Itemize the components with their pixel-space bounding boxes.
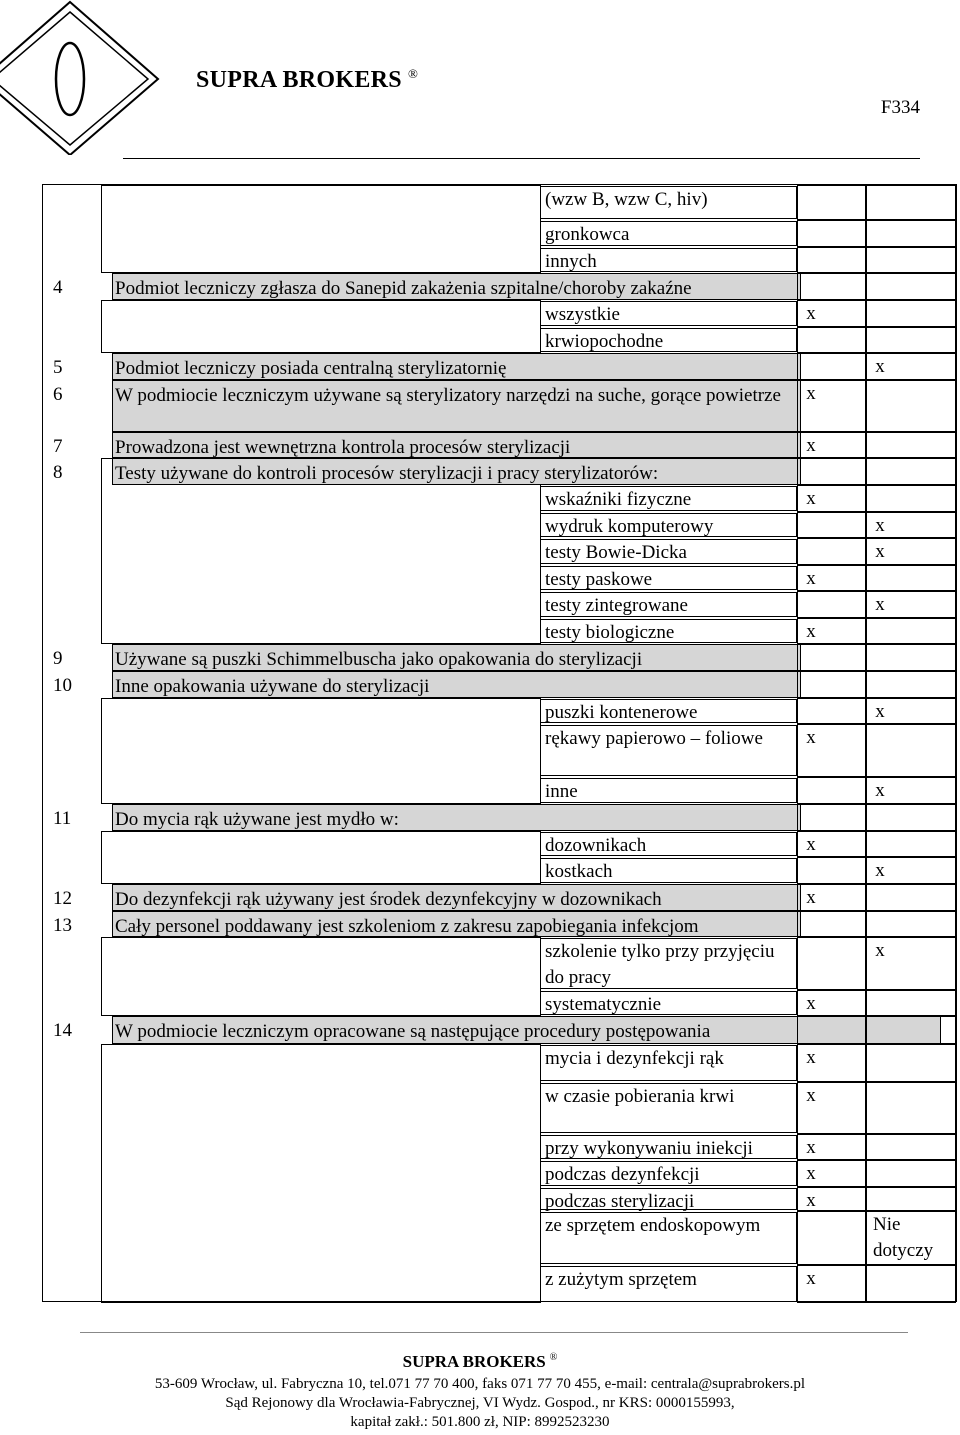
- option-text: testy zintegrowane: [541, 592, 797, 617]
- tak-cell: [797, 220, 866, 247]
- table-row: [43, 1134, 956, 1160]
- table-row: [43, 1044, 956, 1082]
- nie-cell: [866, 1187, 956, 1211]
- tak-cell: [797, 1211, 866, 1265]
- nie-cell: [866, 1134, 956, 1160]
- row-number: 7: [53, 436, 63, 457]
- nie-cell: [866, 884, 956, 911]
- nie-cell: [866, 990, 956, 1016]
- check-mark-tak: x: [806, 834, 816, 855]
- option-text: testy Bowie-Dicka: [541, 539, 797, 564]
- tak-cell: [797, 273, 866, 300]
- check-mark-tak: x: [806, 1137, 816, 1158]
- question-text: Testy używane do kontroli procesów sterylizacji i pracy sterylizatorów:: [112, 458, 801, 485]
- tak-cell: [797, 937, 866, 990]
- option-text: krwiopochodne: [541, 328, 797, 352]
- check-mark-tak: x: [806, 1163, 816, 1184]
- tak-cell: [797, 458, 866, 485]
- option-text: wszystkie: [541, 301, 797, 326]
- nie-cell: [866, 185, 956, 220]
- table-row: [43, 327, 956, 353]
- option-text: podczas dezynfekcji: [541, 1161, 797, 1186]
- check-mark-tak: x: [806, 621, 816, 642]
- check-mark-tak: x: [806, 727, 816, 748]
- page-footer: [0, 1320, 960, 1435]
- check-mark-nie: x: [875, 940, 885, 961]
- table-row: [43, 831, 956, 857]
- nie-cell: [866, 273, 956, 300]
- check-mark-nie: x: [875, 701, 885, 722]
- tak-cell: [797, 911, 866, 937]
- check-mark-tak: x: [806, 1190, 816, 1211]
- nie-cell: [866, 724, 956, 777]
- tak-cell: [797, 671, 866, 698]
- check-mark-tak: x: [806, 435, 816, 456]
- tak-cell: [797, 512, 866, 538]
- footer-court: Sąd Rejonowy dla Wrocławia-Fabrycznej, VI Wydz. Gospod., nr KRS: 0000155993,: [225, 1395, 735, 1411]
- option-text: testy paskowe: [541, 566, 797, 590]
- tak-cell: [797, 644, 866, 671]
- option-text: podczas sterylizacji: [541, 1188, 797, 1210]
- nie-cell: [866, 220, 956, 247]
- table-row: [43, 990, 956, 1016]
- option-text: rękawy papierowo – foliowe: [541, 725, 797, 776]
- nie-cell: [866, 618, 956, 644]
- nie-cell: [866, 432, 956, 458]
- row-number: 13: [53, 915, 72, 936]
- nie-cell: [866, 327, 956, 353]
- nie-cell: [866, 1160, 956, 1187]
- table-row: [43, 485, 956, 512]
- option-text: systematycznie: [541, 991, 797, 1015]
- nie-cell: [866, 247, 956, 273]
- option-text: inne: [541, 778, 797, 803]
- tak-cell: [797, 247, 866, 273]
- table-row: [43, 591, 956, 618]
- question-text: Inne opakowania używane do sterylizacji: [112, 671, 801, 698]
- nie-cell: [866, 1082, 956, 1134]
- check-mark-tak: x: [806, 488, 816, 509]
- row-number: 11: [53, 808, 72, 829]
- table-row: [43, 353, 956, 380]
- question-text: Używane są puszki Schimmelbuscha jako opakowania do sterylizacji: [112, 644, 801, 671]
- check-mark-tak: x: [806, 568, 816, 589]
- tak-cell: [797, 538, 866, 565]
- table-row: [43, 698, 956, 724]
- row-number: 8: [53, 462, 63, 483]
- option-text: dozownikach: [541, 832, 797, 856]
- option-text: gronkowca: [541, 221, 797, 246]
- row-number: 6: [53, 384, 63, 405]
- option-text: szkolenie tylko przy przyjęciu do pracy: [541, 938, 797, 989]
- footer-capital: kapitał zakł.: 501.800 zł, NIP: 8992523230: [350, 1414, 610, 1430]
- question-text: Prowadzona jest wewnętrzna kontrola procesów sterylizacji: [112, 432, 801, 458]
- table-row: [43, 618, 956, 644]
- nie-cell: [866, 1265, 956, 1303]
- table-row: [43, 273, 956, 300]
- nie-cell: [866, 485, 956, 512]
- check-mark-tak: x: [806, 303, 816, 324]
- question-text: Cały personel poddawany jest szkoleniom z zakresu zapobiegania infekcjom: [112, 911, 801, 937]
- table-row: [43, 937, 956, 990]
- supra-brokers-logo-icon: [0, 0, 190, 155]
- table-row: [43, 857, 956, 884]
- question-text: Podmiot leczniczy zgłasza do Sanepid zakażenia szpitalne/choroby zakaźne: [112, 273, 801, 300]
- question-text: Podmiot leczniczy posiada centralną sterylizatornię: [112, 353, 801, 380]
- tak-cell: [797, 777, 866, 804]
- option-text: kostkach: [541, 858, 797, 883]
- check-mark-nie: x: [875, 541, 885, 562]
- option-text: (wzw B, wzw C, hiv): [541, 186, 797, 219]
- tak-cell: [797, 327, 866, 353]
- table-row: [43, 777, 956, 804]
- footer-divider: [80, 1332, 908, 1333]
- table-row: [43, 1160, 956, 1187]
- check-mark-tak: x: [806, 1047, 816, 1068]
- check-mark-tak: x: [806, 1268, 816, 1289]
- page-header: [0, 0, 960, 165]
- nie-cell: [866, 380, 956, 432]
- row-number: 4: [53, 277, 63, 298]
- option-text: wydruk komputerowy: [541, 513, 797, 537]
- tak-cell: [797, 804, 866, 831]
- nie-cell: [866, 911, 956, 937]
- row-number: 12: [53, 888, 72, 909]
- table-row: [43, 1082, 956, 1134]
- row-number: 14: [53, 1020, 72, 1041]
- question-text: Do mycia rąk używane jest mydło w:: [112, 804, 801, 831]
- table-row: [43, 380, 956, 432]
- check-mark-tak: x: [806, 887, 816, 908]
- table-row: [43, 884, 956, 911]
- tak-cell: [797, 857, 866, 884]
- question-text: Do dezynfekcji rąk używany jest środek dezynfekcyjny w dozownikach: [112, 884, 801, 911]
- nie-cell: [866, 1016, 956, 1044]
- table-row: [43, 300, 956, 327]
- table-row: [43, 565, 956, 591]
- row-number: 5: [53, 357, 63, 378]
- option-text: z zużytym sprzętem: [541, 1266, 797, 1302]
- tak-cell: [797, 1016, 866, 1044]
- row-number: 9: [53, 648, 63, 669]
- not-applicable-label: Nie dotyczy: [873, 1214, 934, 1261]
- form-code: F334: [880, 97, 920, 118]
- table-row: [43, 512, 956, 538]
- nie-cell: [866, 671, 956, 698]
- tak-cell: [797, 353, 866, 380]
- check-mark-tak: x: [806, 1085, 816, 1106]
- table-row: [43, 220, 956, 247]
- brand-name: SUPRA BROKERS ®: [196, 66, 419, 93]
- table-row: [43, 538, 956, 565]
- table-row: [43, 1265, 956, 1303]
- nie-cell: [866, 565, 956, 591]
- nie-cell: [866, 1044, 956, 1082]
- nie-cell: [866, 831, 956, 857]
- nie-cell: [866, 644, 956, 671]
- option-text: innych: [541, 248, 797, 272]
- table-row: [43, 671, 956, 698]
- question-text: W podmiocie leczniczym opracowane są następujące procedury postępowania: [112, 1016, 941, 1044]
- table-row: [43, 644, 956, 671]
- tak-cell: [797, 185, 866, 220]
- option-text: testy biologiczne: [541, 619, 797, 643]
- question-text: W podmiocie leczniczym używane są sterylizatory narzędzi na suche, gorące powietrze: [112, 380, 801, 432]
- table-row: [43, 911, 956, 937]
- footer-brand: SUPRA BROKERS ®: [402, 1352, 558, 1371]
- check-mark-tak: x: [806, 383, 816, 404]
- check-mark-nie: x: [875, 356, 885, 377]
- tak-cell: [797, 698, 866, 724]
- option-text: puszki kontenerowe: [541, 699, 797, 723]
- option-text: w czasie pobierania krwi: [541, 1083, 797, 1133]
- table-row: [43, 1187, 956, 1211]
- footer-address: 53-609 Wrocław, ul. Fabryczna 10, tel.071 77 70 400, faks 071 77 70 455, e-mail: centrala@suprabrokers.pl: [154, 1376, 806, 1392]
- tak-cell: [797, 591, 866, 618]
- nie-cell: [866, 300, 956, 327]
- option-text: wskaźniki fizyczne: [541, 486, 797, 511]
- header-divider: [123, 158, 920, 159]
- table-row: [43, 458, 956, 485]
- option-text: przy wykonywaniu iniekcji: [541, 1135, 797, 1159]
- table-row: [43, 185, 956, 220]
- checklist-table: [42, 184, 957, 1302]
- check-mark-nie: x: [875, 860, 885, 881]
- nie-cell: [866, 804, 956, 831]
- nie-cell: [866, 458, 956, 485]
- table-row: [43, 1211, 956, 1265]
- option-text: mycia i dezynfekcji rąk: [541, 1045, 797, 1081]
- table-row: [43, 432, 956, 458]
- option-text: ze sprzętem endoskopowym: [541, 1212, 797, 1264]
- check-mark-nie: x: [875, 515, 885, 536]
- table-row: [43, 1016, 956, 1044]
- check-mark-nie: x: [875, 594, 885, 615]
- check-mark-nie: x: [875, 780, 885, 801]
- row-number: 10: [53, 675, 72, 696]
- check-mark-tak: x: [806, 993, 816, 1014]
- table-row: [43, 724, 956, 777]
- table-row: [43, 804, 956, 831]
- table-row: [43, 247, 956, 273]
